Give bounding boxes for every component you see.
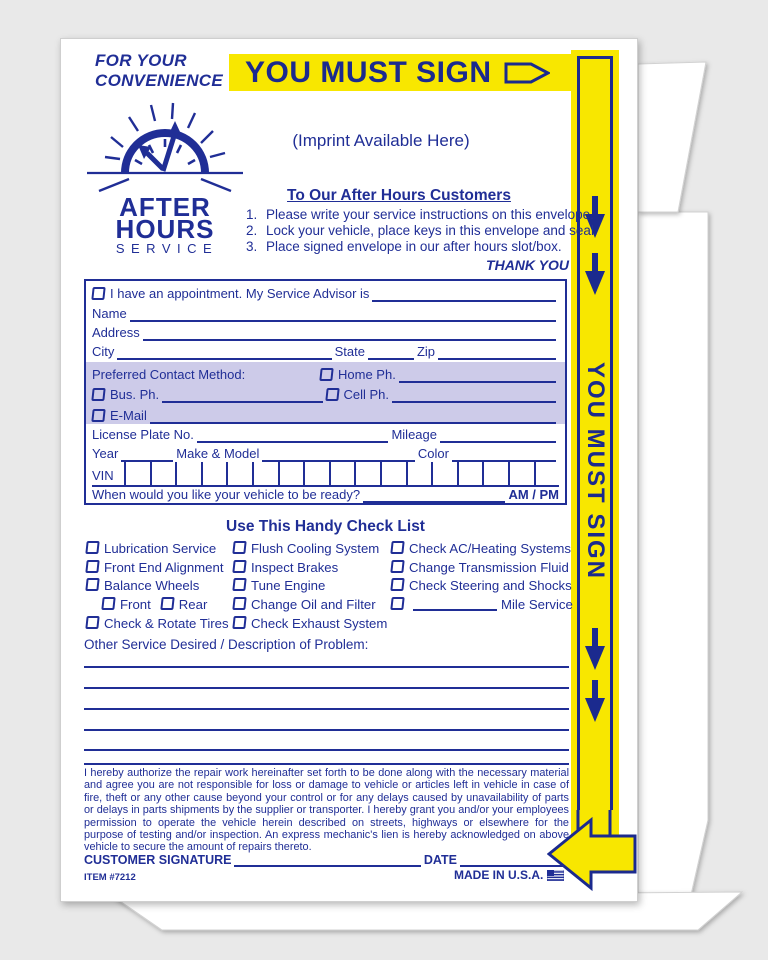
vin-cell[interactable] — [482, 462, 508, 485]
vin-cell[interactable] — [380, 462, 406, 485]
checklist-item — [391, 577, 573, 596]
zip-label: Zip — [416, 344, 435, 360]
writing-line[interactable] — [84, 749, 569, 751]
vin-cell[interactable] — [354, 462, 380, 485]
email-label: E-Mail — [110, 407, 147, 423]
checkbox-flush-cooling[interactable] — [232, 541, 246, 554]
color-label: Color — [417, 446, 449, 462]
you-must-sign-side-band — [571, 50, 619, 810]
year-field[interactable] — [121, 447, 173, 462]
vin-cell[interactable] — [303, 462, 329, 485]
imprint-area: (Imprint Available Here) — [292, 131, 470, 150]
checklist-label: Lubrication Service — [104, 540, 217, 556]
checklist-item — [233, 539, 387, 558]
make-model-field[interactable] — [262, 447, 415, 462]
state-field[interactable] — [368, 345, 414, 360]
back-sheet-right — [638, 212, 708, 908]
down-arrow-icon — [585, 628, 605, 672]
checklist-label: Mile Service — [501, 597, 573, 613]
checkbox-front[interactable] — [101, 597, 115, 610]
other-service-label: Other Service Desired / Description of Problem: — [84, 637, 369, 652]
customer-info-box — [84, 279, 567, 505]
customers-note-list — [246, 207, 598, 256]
note-item — [246, 207, 598, 223]
checklist-label: Change Transmission Fluid — [409, 559, 569, 575]
vin-label: VIN — [92, 467, 114, 483]
home-phone-field[interactable] — [399, 368, 556, 383]
checklist-label: Front — [120, 597, 151, 613]
checklist-item — [233, 595, 387, 614]
checklist-item — [233, 558, 387, 577]
checklist-item — [233, 577, 387, 596]
vin-cell[interactable] — [534, 462, 560, 485]
checkbox-cell-phone[interactable] — [325, 388, 339, 401]
writing-line[interactable] — [84, 666, 569, 668]
year-label: Year — [92, 446, 119, 462]
checkbox-rear[interactable] — [160, 597, 174, 610]
checklist-label: Flush Cooling System — [251, 540, 380, 556]
name-field[interactable] — [130, 307, 556, 322]
checklist-item — [233, 614, 387, 633]
make-model-label: Make & Model — [176, 446, 260, 462]
checkbox-home-phone[interactable] — [319, 368, 333, 381]
city-label: City — [92, 344, 115, 360]
checkbox-rotate-tires[interactable] — [85, 616, 99, 629]
writing-line[interactable] — [84, 687, 569, 689]
checkbox-steering[interactable] — [390, 578, 404, 591]
date-field[interactable] — [460, 852, 564, 867]
address-row — [92, 322, 559, 341]
note-item-text: Lock your vehicle, place keys in this envelope and seal. — [266, 223, 598, 239]
checklist-column-1 — [86, 539, 229, 633]
service-advisor-field[interactable] — [372, 287, 556, 302]
state-label: State — [334, 344, 365, 360]
usa-flag-icon — [547, 870, 564, 881]
vin-cell[interactable] — [406, 462, 432, 485]
checklist-label: Check Steering and Shocks — [409, 578, 572, 594]
ready-label: When would you like your vehicle to be ready? — [92, 487, 361, 502]
license-plate-field[interactable] — [197, 428, 389, 443]
you-must-sign-top-text: YOU MUST SIGN — [245, 55, 492, 89]
checkbox-appointment[interactable] — [91, 287, 105, 300]
checklist-label: Front End Alignment — [104, 559, 224, 575]
appointment-label: I have an appointment. My Service Advisor is — [110, 286, 370, 302]
name-label: Name — [92, 305, 127, 321]
address-field[interactable] — [143, 326, 556, 341]
ready-time-field[interactable] — [363, 488, 505, 503]
checkbox-exhaust[interactable] — [232, 616, 246, 629]
checklist-subitem-row — [102, 595, 229, 614]
checklist-label: Check AC/Heating Systems — [409, 540, 571, 556]
note-item — [246, 223, 598, 239]
bus-phone-field[interactable] — [162, 388, 322, 403]
customer-signature-field[interactable] — [234, 852, 420, 867]
home-phone-label: Home Ph. — [338, 366, 396, 382]
checklist-item — [86, 614, 229, 633]
writing-line[interactable] — [84, 763, 569, 765]
writing-line[interactable] — [84, 708, 569, 710]
vin-cell[interactable] — [457, 462, 483, 485]
checklist-label: Inspect Brakes — [251, 559, 339, 575]
zip-field[interactable] — [438, 345, 556, 360]
note-item-text: Place signed envelope in our after hours slot/box. — [266, 239, 562, 255]
logo-service: SERVICE — [115, 241, 219, 255]
preferred-contact-block — [86, 362, 565, 424]
checklist-item — [86, 577, 229, 596]
envelope — [60, 38, 638, 902]
vin-cell[interactable] — [201, 462, 227, 485]
down-arrow-icon — [585, 253, 605, 297]
mileage-label: Mileage — [391, 427, 437, 443]
authorization-text: I hereby authorize the repair work hereinafter set forth to be done along with the necessary material and agree you are not responsible for loss or damage to vehicle or articles left in vehicle in case of fire, theft or any other cause beyond your control or for any delays caused by unavailability of parts or delays in parts shipments by the supplier or transporter. I hereby grant you and/or your employees permission to operate the vehicle herein described on streets, highways or elsewhere for the purpose of testing and/or inspection. An express mechanic's lien is hereby acknowledged on above vehicle to secure the amount of repairs thereto. — [84, 767, 569, 854]
clock-hands-icon — [138, 121, 181, 171]
customers-note-title: To Our After Hours Customers — [287, 187, 511, 204]
note-item-number: 3. — [246, 239, 258, 255]
cell-phone-field[interactable] — [392, 388, 556, 403]
checkbox-balance-wheels[interactable] — [85, 578, 99, 591]
cell-phone-group — [326, 387, 560, 403]
vin-cell[interactable] — [431, 462, 457, 485]
contact-row-3 — [92, 403, 559, 424]
note-item-text: Please write your service instructions on this envelope. — [266, 207, 594, 222]
checklist-label: Check & Rotate Tires — [104, 616, 229, 632]
year-row — [92, 443, 559, 462]
contact-method-label: Preferred Contact Method: — [92, 366, 246, 382]
convenience-slogan — [95, 51, 223, 91]
after-hours-logo — [85, 97, 245, 255]
item-number: ITEM #7212 — [84, 872, 136, 883]
vin-row — [92, 462, 559, 487]
checklist-item — [391, 539, 573, 558]
convenience-line2: CONVENIENCE — [95, 71, 223, 90]
email-field[interactable] — [150, 409, 556, 424]
signature-row — [84, 851, 567, 867]
checklist-label: Tune Engine — [251, 578, 326, 594]
bus-phone-group — [92, 387, 326, 403]
checkbox-tune-engine[interactable] — [232, 578, 246, 591]
mileage-field[interactable] — [440, 428, 556, 443]
date-label: DATE — [423, 853, 457, 867]
front-option — [102, 597, 151, 612]
checkbox-lubrication[interactable] — [85, 541, 99, 554]
vin-cell[interactable] — [278, 462, 304, 485]
you-must-sign-vertical-text: YOU MUST SIGN — [582, 361, 609, 580]
logo-after: AFTER — [119, 192, 211, 222]
thank-you-text: THANK YOU — [486, 257, 569, 273]
checklist-column-2 — [233, 539, 387, 633]
checkbox-email[interactable] — [91, 409, 105, 422]
checklist-label: Balance Wheels — [104, 578, 200, 594]
vin-cell[interactable] — [329, 462, 355, 485]
checklist-item — [391, 558, 573, 577]
mile-service-field[interactable] — [413, 598, 497, 611]
convenience-line1: FOR YOUR — [95, 51, 187, 70]
note-item — [246, 239, 598, 255]
vin-cell[interactable] — [508, 462, 534, 485]
city-field[interactable] — [117, 345, 331, 360]
rear-option — [161, 597, 208, 612]
down-arrow-icon — [585, 680, 605, 724]
note-item-number: 2. — [246, 223, 258, 239]
vin-cell[interactable] — [252, 462, 278, 485]
appointment-row — [92, 283, 559, 302]
checklist-label: Change Oil and Filter — [251, 597, 376, 613]
made-in-usa — [454, 868, 564, 882]
bus-phone-label: Bus. Ph. — [110, 387, 160, 403]
logo-hours: HOURS — [115, 214, 215, 244]
address-label: Address — [92, 324, 140, 340]
vin-cell[interactable] — [175, 462, 201, 485]
vin-cell[interactable] — [124, 462, 150, 485]
name-row — [92, 302, 559, 321]
checklist-item — [86, 539, 229, 558]
license-plate-label: License Plate No. — [92, 427, 194, 443]
cell-phone-label: Cell Ph. — [343, 387, 390, 403]
sign-here-arrow-icon — [504, 60, 550, 86]
color-field[interactable] — [452, 447, 556, 462]
license-row — [92, 424, 559, 443]
customer-signature-label: CUSTOMER SIGNATURE — [84, 853, 232, 867]
checklist-title: Use This Handy Check List — [226, 518, 425, 535]
made-in-usa-label: MADE IN U.S.A. — [454, 868, 544, 882]
contact-row-1 — [92, 362, 559, 383]
am-pm-label: AM / PM — [508, 487, 559, 502]
checklist-item — [86, 558, 229, 577]
note-item-number: 1. — [246, 207, 258, 222]
vin-cell[interactable] — [150, 462, 176, 485]
writing-line[interactable] — [84, 729, 569, 731]
checkbox-mile-service[interactable] — [390, 597, 404, 610]
vin-cell[interactable] — [226, 462, 252, 485]
checkbox-front-end[interactable] — [85, 560, 99, 573]
contact-row-2 — [92, 383, 559, 404]
checklist-label: Check Exhaust System — [251, 616, 388, 632]
checkbox-change-oil[interactable] — [232, 597, 246, 610]
checkbox-ac-heating[interactable] — [390, 541, 404, 554]
ready-row — [92, 487, 559, 503]
checklist-label: Rear — [178, 597, 208, 613]
city-row — [92, 341, 559, 360]
back-sheet-flap — [638, 62, 706, 212]
checkbox-transmission[interactable] — [390, 560, 404, 573]
checklist-item — [391, 595, 573, 614]
checkbox-bus-phone[interactable] — [91, 388, 105, 401]
you-must-sign-top-band — [229, 54, 575, 91]
checklist-column-3 — [391, 539, 573, 614]
checkbox-inspect-brakes[interactable] — [232, 560, 246, 573]
